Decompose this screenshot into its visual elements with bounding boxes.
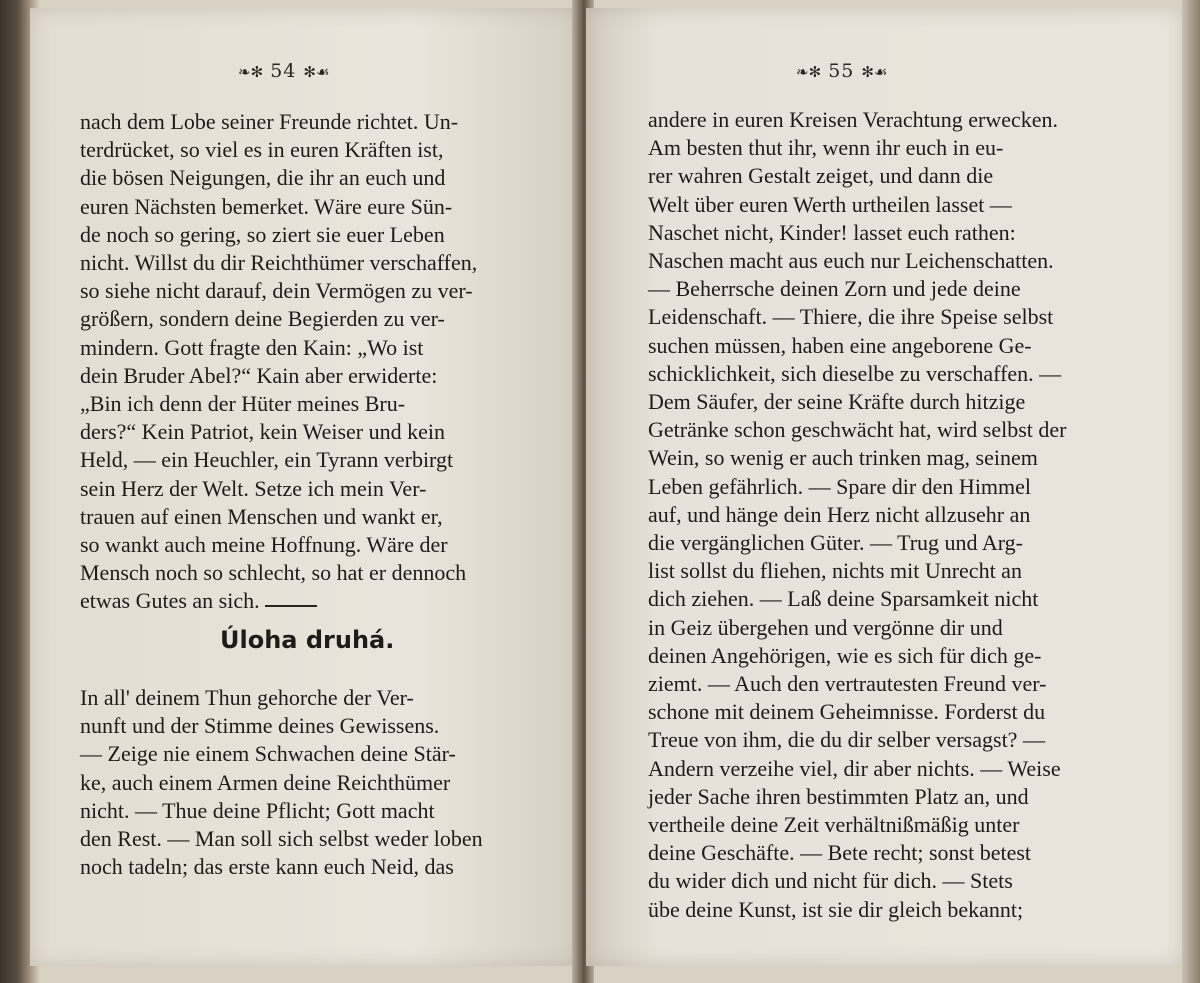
text-line: etwas Gutes an sich.: [80, 588, 260, 614]
text-line: rer wahren Gestalt zeiget, und dann die: [648, 163, 994, 189]
text-line: schone mit deinem Geheimnisse. Forderst du: [648, 699, 1046, 725]
text-line: Dem Säufer, der seine Kräfte durch hitzige: [648, 389, 1026, 415]
text-line: in Geiz übergehen und vergönne dir und: [648, 614, 1003, 640]
text-line: suchen müssen, haben eine angeborene Ge-: [648, 332, 1032, 358]
text-line: ziemt. — Auch den vertrautesten Freund ver-: [648, 671, 1047, 697]
left-page-body-top: [80, 108, 520, 616]
text-line: die bösen Neigungen, die ihr an euch und: [80, 165, 446, 191]
text-line: euren Nächsten bemerket. Wäre eure Sün-: [80, 193, 453, 219]
text-line: noch tadeln; das erste kann euch Neid, das: [80, 854, 454, 880]
text-line: Mensch noch so schlecht, so hat er dennoch: [80, 560, 467, 586]
text-line: deine Geschäfte. — Bete recht; sonst betest: [648, 840, 1032, 866]
text-line: deinen Angehörigen, wie es sich für dich ge-: [648, 642, 1042, 668]
text-line: Held, — ein Heuchler, ein Tyrann verbirgt: [80, 447, 454, 473]
text-line: sein Herz der Welt. Setze ich mein Ver-: [80, 475, 427, 501]
text-line: schicklichkeit, sich dieselbe zu verschaffen. —: [648, 360, 1062, 386]
text-line: nunft und der Stimme deines Gewissens.: [80, 713, 440, 739]
text-line: ders?“ Kein Patriot, kein Weiser und kein: [80, 419, 445, 445]
page-edge: [1182, 0, 1200, 983]
text-line: die vergänglichen Güter. — Trug und Arg-: [648, 530, 1023, 556]
text-line: du wider dich und nicht für dich. — Stets: [648, 868, 1013, 894]
text-line: Leidenschaft. — Thiere, die ihre Speise selbst: [648, 304, 1054, 330]
left-page-number-text: 54: [270, 60, 297, 82]
text-line: trauen auf einen Menschen und wankt er,: [80, 503, 443, 529]
text-line: übe deine Kunst, ist sie dir gleich bekannt;: [648, 896, 1024, 922]
left-page-number: [238, 60, 329, 82]
text-line: Am besten thut ihr, wenn ihr euch in eu-: [648, 135, 1004, 161]
text-line: de noch so gering, so ziert sie euer Leben: [80, 221, 445, 247]
text-line: — Beherrsche deinen Zorn und jede deine: [648, 276, 1021, 302]
text-line: Welt über euren Werth urtheilen lasset —: [648, 191, 1012, 217]
text-line: Leben gefährlich. — Spare dir den Himmel: [648, 473, 1032, 499]
text-line: terdrücket, so viel es in euren Kräften ist,: [80, 137, 444, 163]
text-line: Andern verzeihe viel, dir aber nichts. — Weise: [648, 755, 1061, 781]
text-line: dich ziehen. — Laß deine Sparsamkeit nicht: [648, 586, 1039, 612]
text-line: den Rest. — Man soll sich selbst weder loben: [80, 826, 483, 852]
text-line: In all' deinem Thun gehorche der Ver-: [80, 685, 414, 710]
text-line: Getränke schon geschwächt hat, wird selbst der: [648, 417, 1067, 443]
text-line: auf, und hänge dein Herz nicht allzusehr an: [648, 501, 1031, 527]
text-line: „Bin ich denn der Hüter meines Bru-: [80, 391, 406, 417]
right-page-number-text: 55: [828, 60, 855, 82]
text-line: nicht. Willst du dir Reichthümer verschaffen,: [80, 250, 478, 276]
text-line: mindern. Gott fragte den Kain: „Wo ist: [80, 334, 424, 360]
section-divider: [265, 605, 317, 607]
text-line: so wankt auch meine Hoffnung. Wäre der: [80, 532, 448, 558]
text-line: ke, auch einem Armen deine Reichthümer: [80, 769, 451, 795]
text-line: nicht. — Thue deine Pflicht; Gott macht: [80, 797, 435, 823]
right-page-number: [796, 60, 887, 82]
text-line: vertheile deine Zeit verhältnißmäßig unter: [648, 812, 1020, 838]
text-line: größern, sondern deine Begierden zu ver-: [80, 306, 445, 332]
text-line: list sollst du fliehen, nichts mit Unrecht an: [648, 558, 1022, 584]
ornament-left-icon: ❧✻: [238, 63, 264, 81]
ornament-left-icon: ❧✻: [796, 63, 822, 81]
text-line: so siehe nicht darauf, dein Vermögen zu ver-: [80, 278, 473, 304]
left-page: [30, 8, 578, 966]
text-line: Naschen macht aus euch nur Leichenschatten.: [648, 248, 1054, 274]
left-page-body-bottom: [80, 684, 520, 881]
section-heading: Úloha druhá.: [220, 626, 395, 654]
text-line: dein Bruder Abel?“ Kain aber erwiderte:: [80, 362, 438, 388]
right-page-body: [648, 106, 1088, 924]
right-page: [586, 8, 1182, 966]
text-line: Treue von ihm, die du dir selber versagst? —: [648, 727, 1045, 753]
text-line: — Zeige nie einem Schwachen deine Stär-: [80, 741, 456, 767]
text-line: Wein, so wenig er auch trinken mag, seinem: [648, 445, 1038, 471]
text-line: andere in euren Kreisen Verachtung erwecken.: [648, 107, 1059, 132]
ornament-right-icon: ✻☙: [303, 63, 330, 81]
text-line: Naschet nicht, Kinder! lasset euch rathen:: [648, 219, 1016, 245]
text-line: jeder Sache ihren bestimmten Platz an, und: [648, 783, 1029, 809]
text-line: nach dem Lobe seiner Freunde richtet. Un-: [80, 109, 459, 134]
ornament-right-icon: ✻☙: [861, 63, 888, 81]
